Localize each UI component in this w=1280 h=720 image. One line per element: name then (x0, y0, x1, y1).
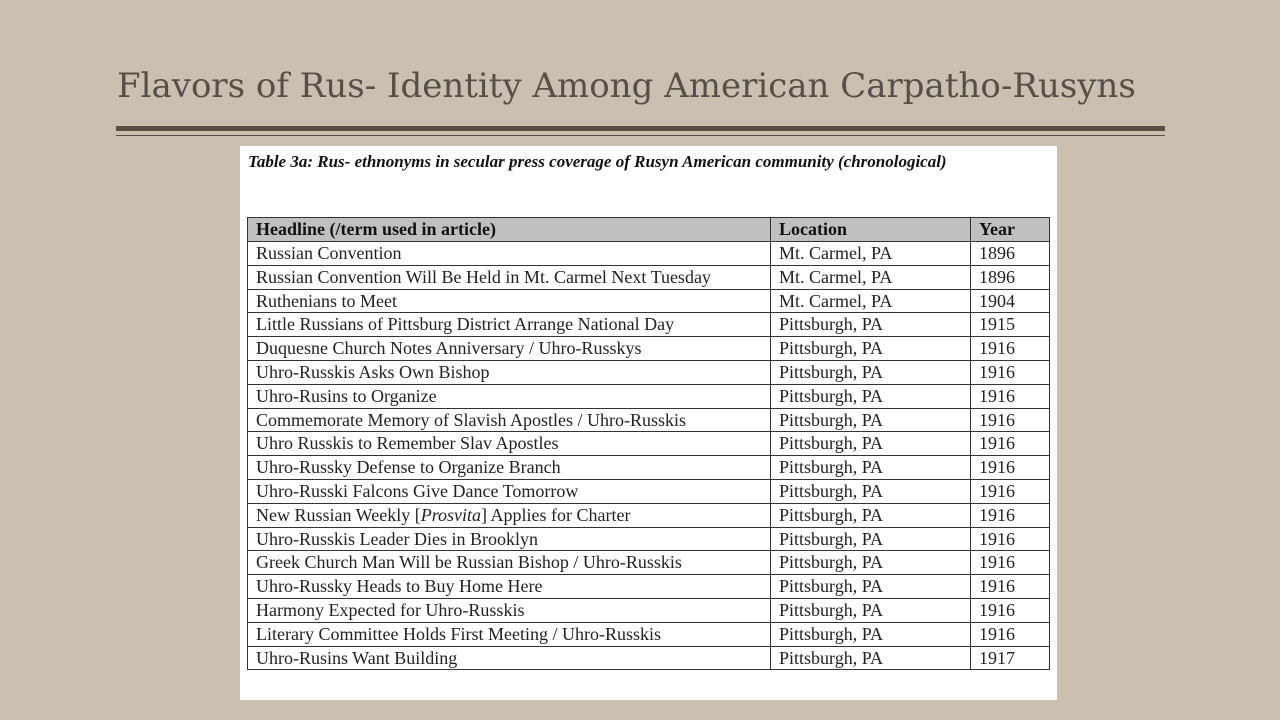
cell-year: 1916 (971, 527, 1050, 551)
table-row (248, 456, 1050, 480)
cell-year: 1904 (971, 289, 1050, 313)
cell-headline (248, 503, 771, 527)
cell-year: 1916 (971, 503, 1050, 527)
table-row (248, 503, 1050, 527)
table-row (248, 527, 1050, 551)
cell-year: 1916 (971, 598, 1050, 622)
cell-location: Mt. Carmel, PA (771, 242, 971, 266)
cell-headline: Uhro-Russkis Leader Dies in Brooklyn (248, 527, 771, 551)
cell-headline: Greek Church Man Will be Russian Bishop / Uhro-Russkis (248, 551, 771, 575)
cell-location: Pittsburgh, PA (771, 384, 971, 408)
table-header-row (248, 218, 1050, 242)
headline-part: New Russian Weekly [ (256, 504, 421, 525)
cell-location: Pittsburgh, PA (771, 456, 971, 480)
table-row (248, 242, 1050, 266)
table-row (248, 646, 1050, 670)
cell-year: 1917 (971, 646, 1050, 670)
title-divider-thick (116, 126, 1165, 131)
cell-location: Pittsburgh, PA (771, 313, 971, 337)
headline-italic-title: Prosvita (420, 504, 482, 525)
cell-year: 1916 (971, 384, 1050, 408)
table-row (248, 551, 1050, 575)
cell-year: 1896 (971, 265, 1050, 289)
cell-location: Pittsburgh, PA (771, 503, 971, 527)
cell-headline: Uhro-Rusins Want Building (248, 646, 771, 670)
ethnonym-table (247, 217, 1050, 670)
table-row (248, 265, 1050, 289)
table-row (248, 289, 1050, 313)
cell-location: Pittsburgh, PA (771, 360, 971, 384)
cell-headline: Uhro Russkis to Remember Slav Apostles (248, 432, 771, 456)
cell-year: 1916 (971, 432, 1050, 456)
headline-part: ] Applies for Charter (481, 504, 631, 525)
table-row (248, 575, 1050, 599)
cell-year: 1896 (971, 242, 1050, 266)
cell-headline: Uhro-Russki Falcons Give Dance Tomorrow (248, 479, 771, 503)
table-row (248, 622, 1050, 646)
table-row (248, 337, 1050, 361)
cell-location: Pittsburgh, PA (771, 551, 971, 575)
table-row (248, 598, 1050, 622)
cell-year: 1916 (971, 551, 1050, 575)
cell-year: 1916 (971, 456, 1050, 480)
table-row (248, 479, 1050, 503)
header-year: Year (971, 218, 1050, 242)
cell-location: Pittsburgh, PA (771, 575, 971, 599)
cell-location: Pittsburgh, PA (771, 408, 971, 432)
cell-headline: Literary Committee Holds First Meeting / Uhro-Russkis (248, 622, 771, 646)
table-caption: Table 3a: Rus- ethnonyms in secular press coverage of Rusyn American community (chronological) (248, 152, 947, 171)
cell-year: 1916 (971, 360, 1050, 384)
cell-location: Mt. Carmel, PA (771, 265, 971, 289)
table-row (248, 384, 1050, 408)
cell-location: Pittsburgh, PA (771, 432, 971, 456)
header-headline: Headline (/term used in article) (248, 218, 771, 242)
cell-headline: Russian Convention (248, 242, 771, 266)
cell-headline: Uhro-Rusins to Organize (248, 384, 771, 408)
cell-headline: Uhro-Russky Heads to Buy Home Here (248, 575, 771, 599)
cell-headline: Harmony Expected for Uhro-Russkis (248, 598, 771, 622)
cell-year: 1916 (971, 479, 1050, 503)
cell-location: Mt. Carmel, PA (771, 289, 971, 313)
table-row (248, 408, 1050, 432)
cell-location: Pittsburgh, PA (771, 646, 971, 670)
cell-location: Pittsburgh, PA (771, 337, 971, 361)
table-row (248, 360, 1050, 384)
table-image-panel (240, 146, 1057, 700)
cell-headline: Uhro-Russkis Asks Own Bishop (248, 360, 771, 384)
cell-year: 1916 (971, 575, 1050, 599)
slide-title: Flavors of Rus- Identity Among American Carpatho-Rusyns (117, 66, 1136, 106)
cell-headline: Duquesne Church Notes Anniversary / Uhro-Russkys (248, 337, 771, 361)
cell-location: Pittsburgh, PA (771, 527, 971, 551)
header-location: Location (771, 218, 971, 242)
title-divider-thin (116, 135, 1165, 136)
cell-year: 1916 (971, 337, 1050, 361)
cell-year: 1916 (971, 408, 1050, 432)
cell-year: 1916 (971, 622, 1050, 646)
cell-location: Pittsburgh, PA (771, 622, 971, 646)
cell-location: Pittsburgh, PA (771, 598, 971, 622)
cell-year: 1915 (971, 313, 1050, 337)
cell-headline: Russian Convention Will Be Held in Mt. Carmel Next Tuesday (248, 265, 771, 289)
cell-headline: Little Russians of Pittsburg District Arrange National Day (248, 313, 771, 337)
cell-headline: Uhro-Russky Defense to Organize Branch (248, 456, 771, 480)
cell-headline: Commemorate Memory of Slavish Apostles / Uhro-Russkis (248, 408, 771, 432)
cell-location: Pittsburgh, PA (771, 479, 971, 503)
table-row (248, 313, 1050, 337)
table-row (248, 432, 1050, 456)
cell-headline: Ruthenians to Meet (248, 289, 771, 313)
